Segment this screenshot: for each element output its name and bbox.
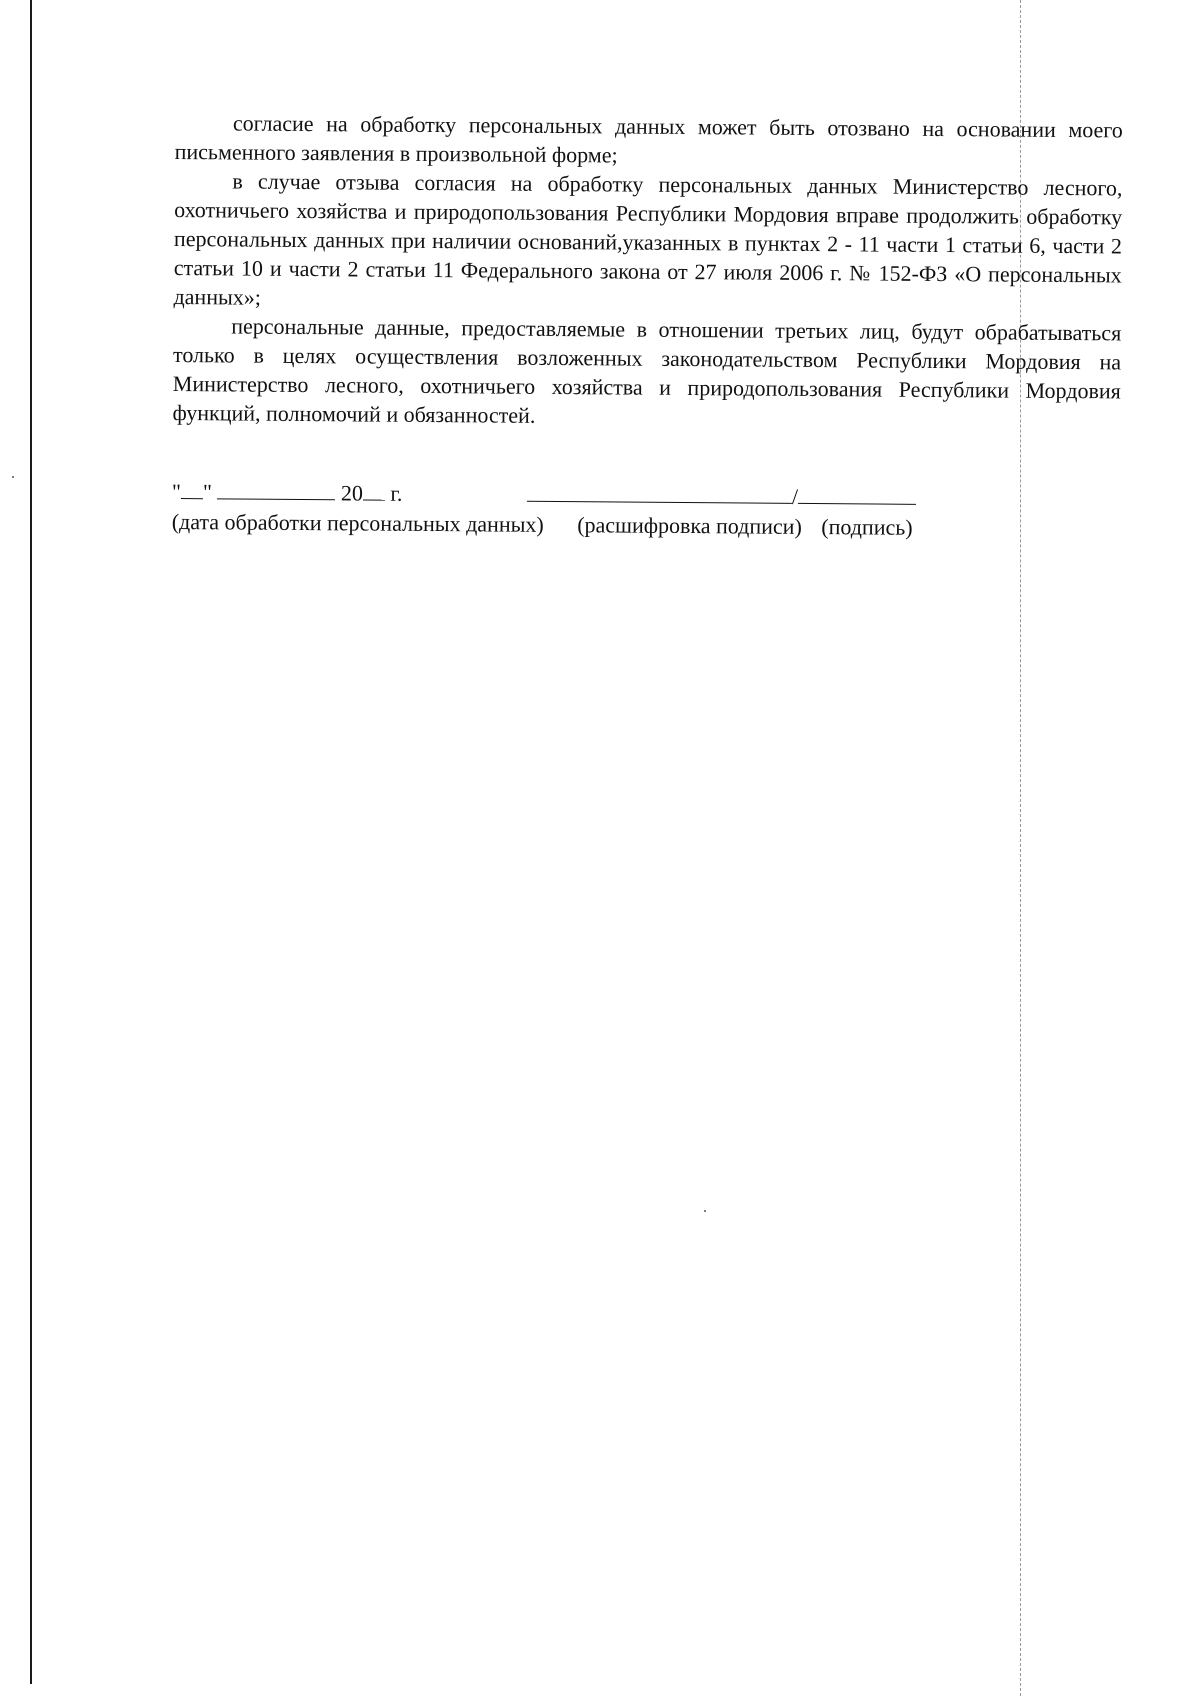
signature-slash: / (791, 483, 799, 509)
paragraph-third-parties: персональные данные, предоставляемые в отношении третьих лиц, будут обрабатываться только в целях осуществления возложенных законодательством Республики Мордовия на Министерство лесного, охотничьего хозяйства и природопользования Республики Мордовия функций, полномочий и обязанностей. (172, 313, 1122, 428)
signature-field (527, 480, 916, 512)
year-suffix: г. (390, 480, 403, 506)
month-blank (217, 478, 335, 500)
quote-close: " (202, 479, 213, 505)
paragraph-continue-processing: в случае отзыва согласия на обработку персональных данных Министерство лесного, охотничьего хозяйства и природопользования Республики Мордовия вправе продолжить обработку персональных данных при наличии оснований,указанных в пунктах 2 - 11 части 1 статьи 6, части 2 статьи 10 и части 2 статьи 11 Федерального закона от 27 июля 2006 г. № 152-ФЗ «О персональных данных»; (173, 168, 1123, 310)
name-decoding-blank (527, 481, 792, 504)
document-body (172, 108, 1123, 554)
quote-open: " (171, 478, 182, 505)
scan-speck (704, 1210, 706, 1212)
year-blank (363, 479, 385, 500)
paragraph-consent-withdrawal: согласие на обработку персональных данных может быть отозвано на основании моего письменного заявления в произвольной форме; (174, 110, 1123, 168)
caption-date: (дата обработки персональных данных) (171, 508, 544, 537)
caption-signature: (подпись) (821, 514, 913, 540)
year-prefix: 20 (340, 480, 364, 506)
scan-speck (12, 476, 14, 478)
signature-blank (798, 483, 916, 505)
date-field (172, 477, 403, 508)
signature-captions (172, 507, 913, 542)
caption-name-decoding: (расшифровка подписи) (577, 512, 802, 539)
day-blank (181, 478, 203, 499)
scan-left-edge (30, 0, 32, 1684)
signature-block (172, 477, 1121, 554)
